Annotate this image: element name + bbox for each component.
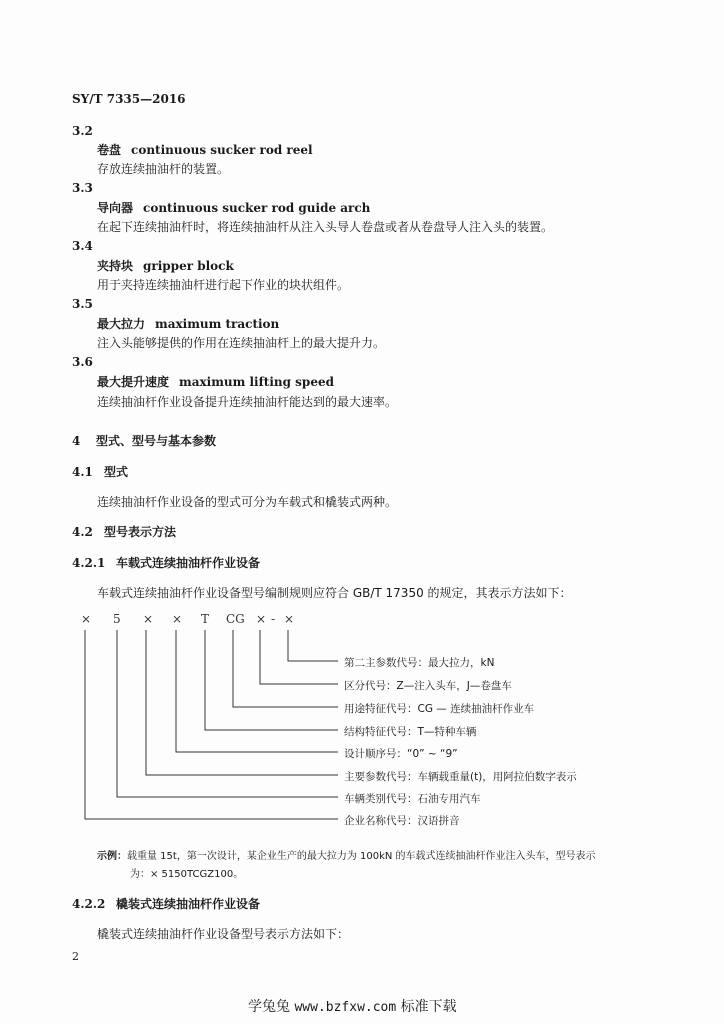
footer-suffix: 标准下载 — [396, 999, 457, 1015]
code-char: × — [256, 612, 267, 626]
code-label: 用途特征代号：CG — 连续抽油杆作业车 — [344, 703, 535, 715]
section-title: 型式 — [104, 465, 129, 479]
term-zh: 卷盘 — [97, 143, 122, 157]
section-number: 4.2.2 — [72, 897, 106, 911]
connector-line — [288, 630, 338, 661]
term-zh: 最大提升速度 — [97, 375, 170, 389]
example-line — [97, 847, 596, 862]
code-char: CG — [226, 612, 245, 626]
section-title: 车载式连续抽油杆作业设备 — [116, 556, 261, 570]
standard-header: SY/T 7335—2016 — [72, 92, 186, 106]
connector-line — [117, 630, 338, 797]
connector-line — [260, 630, 338, 684]
term-en: continuous sucker rod guide arch — [143, 201, 371, 215]
term-definition: 用于夹持连续抽油杆进行起下作业的块状组件。 — [97, 278, 350, 292]
term-definition: 注入头能够提供的作用在连续抽油杆上的最大提升力。 — [97, 336, 386, 350]
footer-watermark — [248, 996, 457, 1016]
connector-line — [85, 630, 338, 819]
page-number: 2 — [72, 950, 79, 963]
term-en: maximum lifting speed — [179, 375, 334, 389]
code-label: 第二主参数代号：最大拉力，kN — [344, 657, 495, 669]
code-char: × — [81, 612, 92, 626]
code-char: × — [284, 612, 295, 626]
term-en: maximum traction — [155, 317, 280, 331]
term-number: 3.3 — [72, 181, 93, 195]
term-en: gripper block — [143, 259, 234, 273]
connector-line — [233, 630, 338, 707]
term-number: 3.6 — [72, 355, 93, 369]
code-label: 车辆类别代号：石油专用汽车 — [344, 793, 481, 805]
code-label: 设计顺序号：“0” ~ “9” — [344, 748, 458, 760]
code-label: 主要参数代号：车辆载重量(t)，用阿拉伯数字表示 — [344, 771, 577, 783]
section-body: 橇装式连续抽油杆作业设备型号表示方法如下： — [97, 927, 350, 941]
section-title: 型式、型号与基本参数 — [96, 434, 217, 448]
section-body: 车载式连续抽油杆作业设备型号编制规则应符合 GB/T 17350 的规定，其表示方法如下： — [97, 586, 572, 600]
term-zh: 夹持块 — [97, 259, 134, 273]
section-number: 4.2 — [72, 525, 93, 539]
section-title: 橇装式连续抽油杆作业设备 — [116, 897, 261, 911]
example-label: 示例： — [97, 851, 127, 862]
term-definition: 连续抽油杆作业设备提升连续抽油杆能达到的最大速率。 — [97, 395, 398, 409]
code-char: × — [143, 612, 154, 626]
section-number: 4.2.1 — [72, 556, 106, 570]
term-zh: 最大拉力 — [97, 317, 146, 331]
code-char: - — [271, 612, 276, 626]
example-text: 载重量 15t，第一次设计，某企业生产的最大拉力为 100kN 的车载式连续抽油杆作业注入头车，型号表示 — [127, 851, 596, 862]
section-title: 型号表示方法 — [104, 525, 177, 539]
code-label: 区分代号：Z—注入头车，J—卷盘车 — [344, 680, 512, 692]
footer-prefix: 学兔兔 — [248, 999, 295, 1015]
connector-line — [176, 630, 338, 752]
section-body: 连续抽油杆作业设备的型式可分为车载式和橇装式两种。 — [97, 495, 398, 509]
term-definition: 在起下连续抽油杆时，将连续抽油杆从注入头导人卷盘或者从卷盘导人注入头的装置。 — [97, 220, 554, 234]
code-char: T — [201, 612, 210, 626]
code-char: 5 — [113, 612, 121, 626]
code-label: 企业名称代号：汉语拼音 — [344, 815, 460, 827]
connector-line — [146, 630, 338, 775]
connector-line — [205, 630, 338, 730]
section-number: 4.1 — [72, 465, 93, 479]
section-number: 4 — [72, 434, 81, 448]
footer-link[interactable]: www.bzfxw.com — [294, 1000, 397, 1015]
term-number: 3.4 — [72, 239, 93, 253]
code-char: × — [172, 612, 183, 626]
term-number: 3.2 — [72, 124, 93, 138]
term-definition: 存放连续抽油杆的装置。 — [97, 162, 230, 176]
code-label: 结构特征代号：T—特种车辆 — [344, 726, 477, 738]
section-heading — [72, 895, 260, 912]
term-en: continuous sucker rod reel — [131, 143, 313, 157]
term-zh: 导向器 — [97, 201, 134, 215]
example-line-2: 为：× 5150TCGZ100。 — [130, 869, 244, 880]
term-number: 3.5 — [72, 297, 93, 311]
